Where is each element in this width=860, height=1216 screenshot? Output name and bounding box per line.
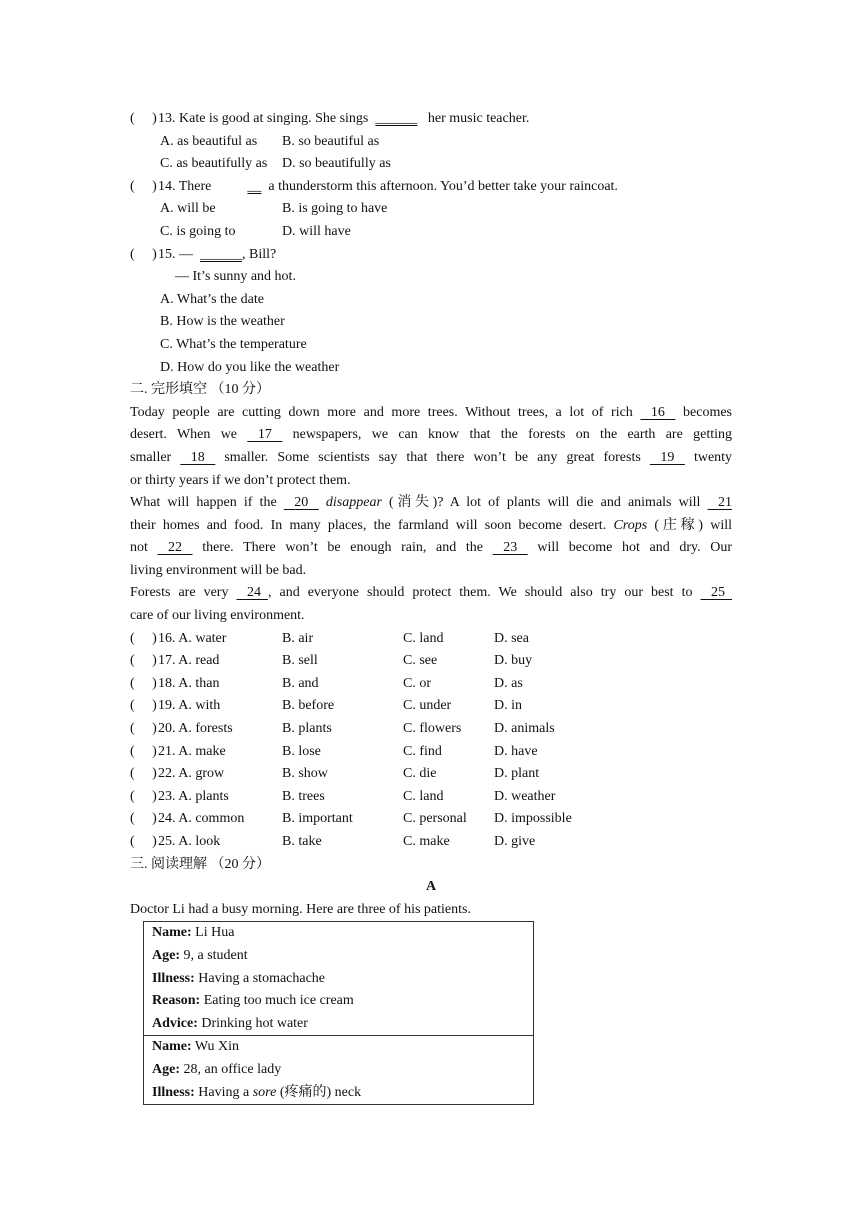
option-b: B. sell [282,653,318,669]
patient-1: Name: Li Hua Age: 9, a student Illness: Having a stomachache Reason: Eating too much ice cream Advice: Drinking hot water [144,922,534,1036]
worksheet-content [130,108,732,1105]
cloze-question-row [130,650,732,673]
q14-options-row2: C. is going to D. will have [160,223,351,239]
q15-reply: — It’s sunny and hot. [175,269,296,285]
option-a: 18. A. than [158,675,220,691]
answer-paren[interactable]: ( ) [130,178,157,194]
cloze-line-8: living environment will be bad. [130,562,307,578]
option-c: C. flowers [403,721,462,737]
option-c: C. or [403,675,431,691]
option-a: 22. A. grow [158,766,225,782]
answer-paren[interactable]: ( ) [130,111,157,126]
passage-a-intro: Doctor Li had a busy morning. Here are three of his patients. [130,901,471,917]
cloze-question-row [130,673,732,696]
option-d: D. plant [494,766,540,782]
answer-paren[interactable]: ( ) [130,811,157,827]
section-2-heading: 二. 完形填空 （10 分） [130,382,270,398]
cloze-options-list [130,628,732,854]
option-b: B. trees [282,788,325,804]
q13-options-row2: C. as beautifully as D. so beautifully as [160,156,391,172]
cloze-line-9: Forests are very 24 , and everyone should protect them. We should also try our best to 25 [130,582,732,605]
cloze-question-row [130,786,732,809]
cloze-question-row [130,831,732,854]
blank-21[interactable]: 21 [718,495,733,511]
option-b: B. important [282,811,353,827]
answer-paren[interactable]: ( ) [130,721,157,737]
cloze-question-row [130,718,732,741]
option-c: C. find [403,743,442,759]
patients-table [143,921,534,1105]
answer-paren[interactable]: ( ) [130,834,157,849]
answer-paren[interactable]: ( ) [130,766,157,782]
option-c: C. see [403,653,438,669]
blank-16[interactable]: 16 [650,404,665,420]
cloze-question-row [130,741,732,764]
blank-20[interactable]: 20 [294,495,309,511]
cloze-line-4: or thirty years if we don’t protect them. [130,472,351,488]
option-c: C. personal [403,811,467,827]
passage-a-label: A [425,879,437,895]
blank-23[interactable]: 23 [503,540,518,556]
q15-option-d: D. How do you like the weather [160,359,340,375]
q15-option-a: A. What’s the date [160,291,264,307]
patient-2: Name: Wu Xin Age: 28, an office lady Illness: Having a sore (疼痛的) neck [144,1036,534,1105]
cloze-question-row [130,763,732,786]
option-d: D. as [494,675,523,691]
option-a: 16. A. water [158,630,227,646]
blank-24[interactable]: 24 [246,585,261,601]
question-13: ( )13. Kate is good at singing. She sings ______ her music teacher. [130,108,732,131]
cloze-line-3: smaller 18 smaller. Some scientists say that there won’t be any great forests 19 twenty [130,447,732,470]
option-a: 21. A. make [158,743,226,759]
cloze-question-row [130,808,732,831]
option-d: D. have [494,743,538,759]
cloze-line-5: What will happen if the 20 disappear (消失)? A lot of plants will die and animals will 21 [130,492,732,515]
option-b: B. lose [282,743,321,759]
option-d: D. give [494,834,536,849]
question-14: ( )14. There __ a thunderstorm this afternoon. You’d better take your raincoat. [130,176,732,199]
q14-options-row1: A. will be B. is going to have [160,201,388,217]
option-b: B. before [282,698,335,714]
option-b: B. take [282,834,322,849]
cloze-line-2: desert. When we 17 newspapers, we can know that the forests on the earth are getting [130,424,732,447]
option-c: C. under [403,698,452,714]
option-c: C. die [403,766,437,782]
option-a: 19. A. with [158,698,221,714]
option-c: C. make [403,834,450,849]
option-c: C. land [403,630,444,646]
option-a: 24. A. common [158,811,245,827]
blank-17[interactable]: 17 [257,427,272,443]
cloze-question-row [130,628,732,651]
q15-option-c: C. What’s the temperature [160,336,307,352]
cloze-line-1: Today people are cutting down more and more trees. Without trees, a lot of rich 16 becomes [130,402,732,425]
option-d: D. buy [494,653,533,669]
cloze-question-row [130,695,732,718]
option-d: D. sea [494,630,529,646]
answer-paren[interactable]: ( ) [130,246,157,262]
option-b: B. air [282,630,314,646]
blank-22[interactable]: 22 [168,540,183,556]
answer-paren[interactable]: ( ) [130,630,157,646]
option-a: 23. A. plants [158,788,229,804]
answer-paren[interactable]: ( ) [130,653,157,669]
option-d: D. animals [494,721,555,737]
option-a: 17. A. read [158,653,220,669]
blank-25[interactable]: 25 [711,585,725,601]
option-b: B. and [282,675,319,691]
section-3-heading: 三. 阅读理解 （20 分） [130,856,270,872]
answer-paren[interactable]: ( ) [130,675,157,691]
blank-19[interactable]: 19 [660,449,675,465]
question-15: ( )15. — ______, Bill? [130,244,732,267]
option-b: B. show [282,766,328,782]
blank-18[interactable]: 18 [190,449,205,465]
cloze-line-6: their homes and food. In many places, the farmland will soon become desert. Crops (庄稼) will [130,517,733,533]
option-d: D. in [494,698,522,714]
option-a: 20. A. forests [158,721,233,737]
answer-paren[interactable]: ( ) [130,743,157,759]
q13-options-row1: A. as beautiful as B. so beautiful as [160,133,380,149]
cloze-line-7: not 22 there. There won’t be enough rain, and the 23 will become hot and dry. Our [130,537,732,560]
answer-paren[interactable]: ( ) [130,788,157,804]
option-a: 25. A. look [158,834,221,849]
option-b: B. plants [282,721,332,737]
option-d: D. impossible [494,811,572,827]
answer-paren[interactable]: ( ) [130,698,157,714]
option-d: D. weather [494,788,556,804]
cloze-line-10: care of our living environment. [130,608,305,624]
q15-option-b: B. How is the weather [160,314,285,330]
option-c: C. land [403,788,444,804]
